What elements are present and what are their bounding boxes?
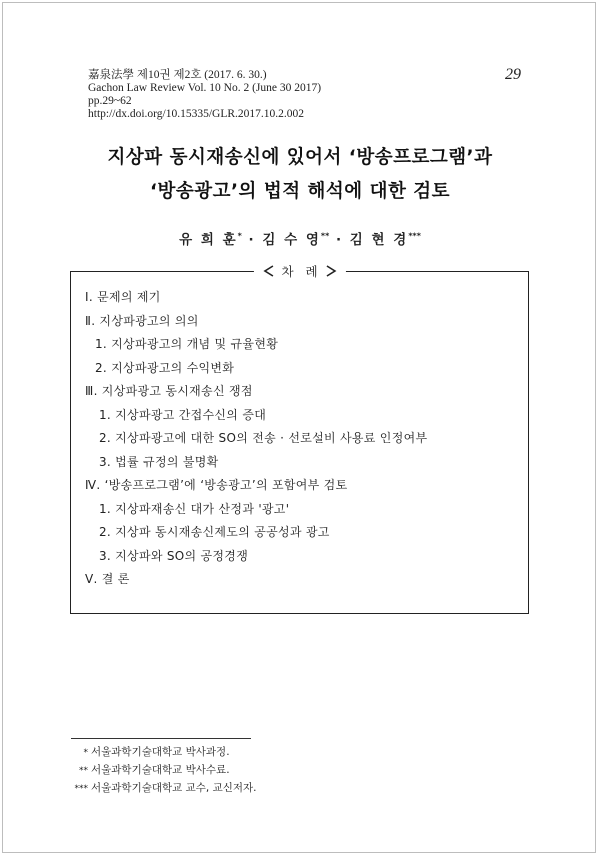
toc-item[interactable]: 2. 지상파광고의 수익변화: [95, 360, 235, 375]
toc-item[interactable]: Ⅰ. 문제의 제기: [85, 290, 161, 304]
toc-list: [85, 286, 427, 592]
paper-title-line-2: ‘방송광고’의 법적 해석에 대한 검토: [149, 181, 450, 202]
toc-heading: [253, 262, 345, 280]
footnote-mark: **: [79, 766, 88, 776]
toc-item[interactable]: Ⅲ. 지상파광고 동시재송신 쟁점: [85, 384, 253, 398]
table-of-contents: [70, 264, 529, 614]
chevron-left-icon: [261, 264, 275, 278]
author-3-footnote-mark[interactable]: ***: [408, 231, 421, 241]
toc-title: 차 례: [281, 264, 322, 279]
footnote-1: [72, 744, 257, 762]
footnote-3: [72, 780, 257, 798]
author-2-footnote-mark[interactable]: **: [320, 231, 330, 241]
toc-item[interactable]: 3. 지상파와 SO의 공정경쟁: [99, 548, 249, 563]
toc-item[interactable]: Ⅳ. ‘방송프로그램’에 ‘방송광고’의 포함여부 검토: [85, 478, 348, 492]
footnote-mark: *: [83, 748, 88, 758]
footnote-divider: [71, 738, 251, 739]
toc-item[interactable]: Ⅱ. 지상파광고의 의의: [85, 313, 199, 328]
doi-link[interactable]: http://dx.doi.org/10.15335/GLR.2017.10.2.002: [88, 108, 305, 120]
page-range: pp.29~62: [88, 95, 132, 107]
toc-item[interactable]: 2. 지상파 동시재송신제도의 공공성과 광고: [99, 525, 330, 539]
toc-item[interactable]: 1. 지상파광고 간접수신의 증대: [99, 407, 267, 422]
author-3: 김 현 경: [349, 232, 409, 248]
footnote-2: [72, 762, 257, 780]
author-1-footnote-mark[interactable]: *: [237, 231, 242, 241]
author-2: 김 수 영: [262, 232, 321, 248]
page-number: 29: [505, 66, 521, 83]
footnote-mark: ***: [74, 784, 88, 794]
footnote-text: 서울과학기술대학교 교수, 교신저자.: [91, 782, 257, 794]
toc-item[interactable]: Ⅴ. 결 론: [85, 572, 130, 586]
author-separator: ·: [241, 232, 263, 248]
toc-item[interactable]: 1. 지상파재송신 대가 산정과 '광고': [99, 501, 290, 516]
author-separator: ·: [329, 232, 350, 248]
chevron-right-icon: [324, 264, 338, 278]
paper-title-line-1: 지상파 동시재송신에 있어서 ‘방송프로그램’과: [107, 147, 493, 168]
journal-citation-english: Gachon Law Review Vol. 10 No. 2 (June 30 2017): [88, 82, 322, 94]
journal-header: [88, 69, 321, 121]
author-1: 유 희 훈: [179, 232, 238, 248]
toc-item[interactable]: 1. 지상파광고의 개념 및 규율현황: [95, 337, 279, 351]
toc-item[interactable]: 2. 지상파광고에 대한 SO의 전송 · 선로설비 사용료 인정여부: [99, 431, 428, 445]
footnotes: [72, 744, 257, 798]
footnote-text: 서울과학기술대학교 박사과정.: [91, 746, 230, 758]
author-list: [0, 228, 600, 248]
footnote-text: 서울과학기술대학교 박사수료.: [91, 764, 230, 776]
toc-item[interactable]: 3. 법률 규정의 불명확: [99, 454, 219, 469]
journal-citation-korean: 嘉泉法學 제10권 제2호 (2017. 6. 30.): [88, 69, 267, 81]
